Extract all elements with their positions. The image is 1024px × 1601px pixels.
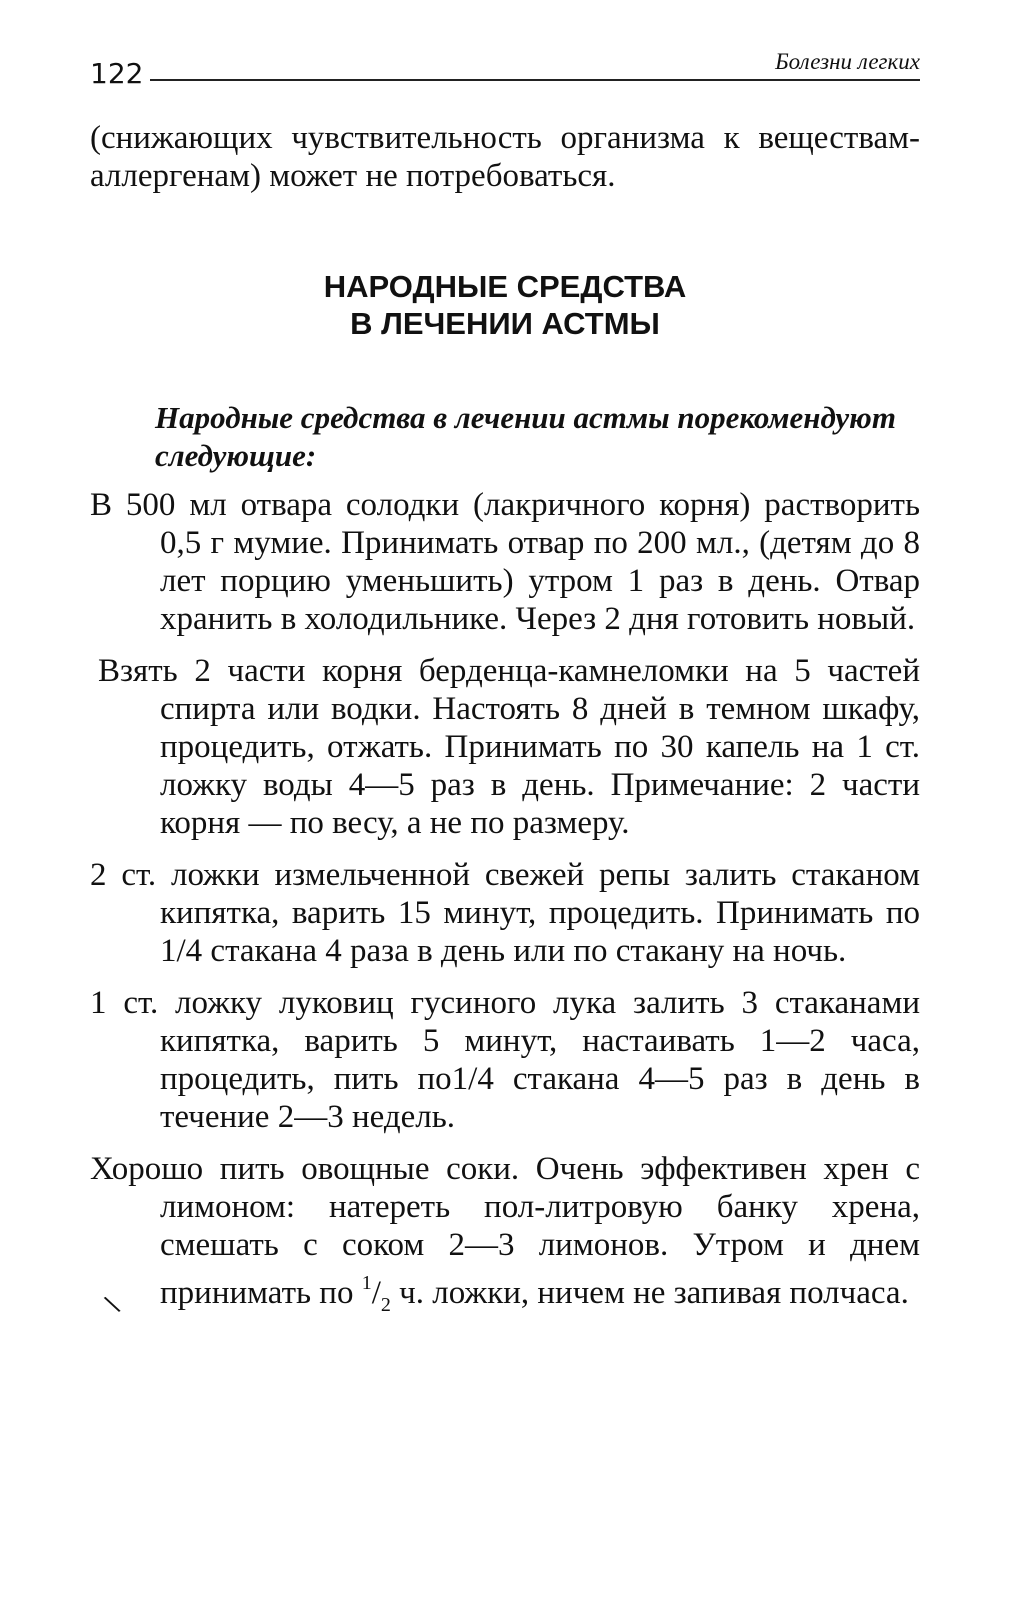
running-head: Болезни легких: [775, 49, 920, 74]
fraction-numerator: 1: [361, 1272, 372, 1294]
fraction-denominator: 2: [380, 1294, 391, 1316]
header-rule: [150, 79, 920, 81]
remedy-item-last: Хорошо пить овощные соки. Очень эффективен хрен с лимоном: натереть пол-литровую банку хрена, смешать с соком 2—3 лимонов. Утром и днем принимать по $^1/_2$ ч. ложки, ничем не запивая полчаса.: [90, 1151, 920, 1316]
section-heading: [90, 268, 920, 342]
remedy-item: 2 ст. ложки измельченной свежей репы залить стаканом кипятка, варить 15 минут, процедить. Принимать по 1/4 стакана 4 раза в день или по стакану на ночь.: [90, 857, 920, 969]
remedy-item: В 500 мл отвара солодки (лакричного корня) растворить 0,5 г мумие. Принимать отвар по 200 мл., (детям до 8 лет порцию уменьшить) утром 1 раз в день. Отвар хранить в холодильнике. Через 2 дня готовить новый.: [90, 487, 920, 637]
page-header: [90, 45, 920, 95]
intro-paragraph: (снижающих чувствительность организма к веществам-аллергенам) может не потребоваться.: [90, 120, 920, 194]
remedy-text: Хорошо пить овощные соки. Очень эффективен хрен с лимоном: натереть пол-литровую банку хрена, смешать с соком 2—3 лимонов. Утром и днем принимать по: [90, 1151, 920, 1311]
remedy-item: Взять 2 части корня берденца-камнеломки на 5 частей спирта или водки. Настоять 8 дней в темном шкафу, процедить, отжать. Принимать по 30 капель на 1 ст. ложку воды 4—5 раз в день. Примечание: 2 части корня — по весу, а не по размеру.: [98, 653, 920, 841]
section-heading-line-1: НАРОДНЫЕ СРЕДСТВА: [323, 269, 687, 304]
section-heading-line-2: В ЛЕЧЕНИИ АСТМЫ: [350, 306, 660, 341]
lead-paragraph: Народные средства в лечении астмы порекомендуют следующие:: [155, 400, 896, 473]
remedy-text-end: ч. ложки, ничем не запивая полчаса.: [390, 1275, 909, 1311]
pencil-mark: \: [101, 1289, 123, 1319]
remedy-list: [0, 486, 1024, 1338]
remedy-item: 1 ст. ложку луковиц гусиного лука залить 3 стаканами кипятка, варить 5 минут, настаивать 1—2 часа, процедить, пить по1/4 стакана 4—5 раз в день в течение 2—3 недель.: [90, 985, 920, 1135]
page-number: 122: [90, 57, 144, 90]
